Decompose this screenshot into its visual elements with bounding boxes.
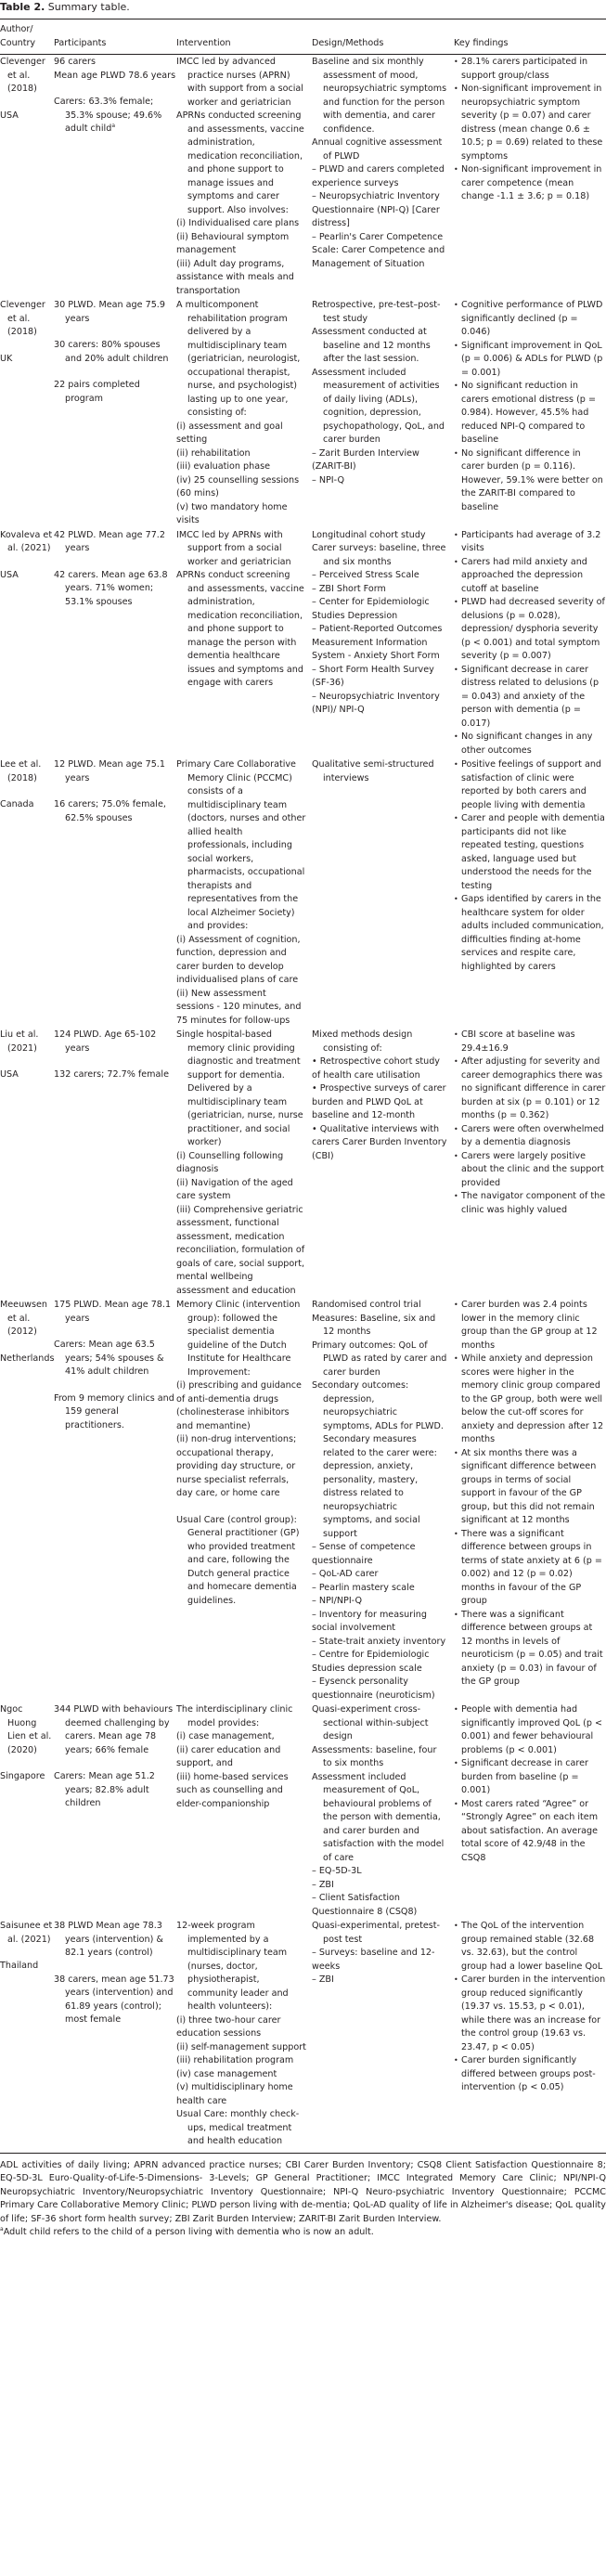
study-country: Thailand	[0, 1961, 39, 1971]
design-text: Quasi-experimental, pretest-post test	[312, 1921, 440, 1945]
participants-text: From 9 memory clinics and 159 general practitioners.	[54, 1392, 174, 1430]
finding-item: • Most carers rated “Agree” or “Strongly Agree” on each item about satisfaction. An average total score of 42.9/48 in the CSQ8	[454, 1798, 606, 1866]
participants-cell	[54, 1702, 176, 1919]
design-measure: – ZBI	[312, 1879, 334, 1890]
intervention-cell	[176, 1028, 312, 1298]
findings-list	[454, 56, 606, 204]
design-measure: – Centre for Epidemiologic Studies depression scale	[312, 1650, 430, 1674]
author-country-cell	[0, 757, 54, 1028]
design-measure: • Prospective surveys of carer burden and PLWD QoL at baseline and 12-month	[312, 1083, 446, 1120]
participants-line	[54, 339, 176, 366]
footnote-text: Adult child refers to the child of a person living with dementia who is now an adult.	[3, 2227, 374, 2237]
key-findings-cell	[454, 1702, 606, 1919]
design-measure: – Surveys: baseline and 12-weeks	[312, 1948, 435, 1972]
participants-line	[54, 299, 176, 326]
participants-line	[54, 96, 176, 136]
abbreviations-note: ADL activities of daily living; APRN advanced practice nurses; CBI Carer Burden Inventory; CSQ8 Client Satisfaction Questionnaire 8; EQ-5D-3L Euro-Quality-of-Life-5-Dimensions- 3-Levels; GP General Practitioner; IMCC Integrated Memory Care Clinic; NPI/NPI-Q Neuropsychiatric Inventory/Neuropsychiatric Inventory Questionnaire; NPI-Q Neuro-psychiatric Inventory Questionnaire; PCCMC Primary Care Collaborative Memory Clinic; PLWD person living with de-mentia; QoL-AD quality of life in Alzheimer's disease; QoL quality of life; SF-36 short form health survey; ZBI Zarit Burden Interview; ZARIT-BI Zarit Burden Interview.	[0, 2159, 606, 2224]
design-measure: – Patient-Reported Outcomes Measurement Information System - Anxiety Short Form	[312, 624, 443, 661]
intervention-component: (i) prescribing and guidance of anti-dementia drugs (cholinesterase inhibitors and memantine)	[176, 1380, 302, 1431]
participants-text: 12 PLWD. Mean age 75.1 years	[54, 759, 165, 783]
study-country: USA	[0, 569, 19, 580]
study-country: Netherlands	[0, 1353, 55, 1364]
header-author-country: Author/ Country	[0, 19, 54, 55]
intervention-component: (iii) Adult day programs, assistance with meals and transportation	[176, 258, 294, 296]
author-country-cell	[0, 55, 54, 299]
table-row	[0, 55, 606, 299]
design-measure: – Pearlin mastery scale	[312, 1582, 415, 1593]
study-country: USA	[0, 1069, 19, 1080]
finding-item: • While anxiety and depression scores were higher in the memory clinic group compared to the GP group, both were well below the cut-off scores for anxiety and depression after 12 months	[454, 1353, 606, 1447]
findings-list	[454, 758, 606, 974]
design-measure: – Inventory for measuring social involvement	[312, 1609, 427, 1633]
footnote-mark: a	[0, 2225, 4, 2233]
intervention-cell	[176, 55, 312, 299]
participants-cell	[54, 298, 176, 528]
design-text: Assessments: baseline, four to six months	[312, 1744, 437, 1768]
finding-item: • Significant decrease in carer burden from baseline (p = 0.001)	[454, 1757, 606, 1798]
intervention-text: Single hospital-based memory clinic providing diagnostic and treatment support for dementia. Delivered by a multidisciplinary team (geriatrician, nurse, nurse practitioner, and social worker)	[176, 1029, 303, 1147]
design-methods-cell	[312, 528, 454, 758]
design-measure: – Center for Epidemiologic Studies Depression	[312, 597, 430, 621]
study-author: Clevenger et al. (2018)	[0, 57, 45, 94]
key-findings-cell	[454, 1919, 606, 2153]
design-text: Baseline and six monthly assessment of mood, neuropsychiatric symptoms and function for the person with dementia, and carer confidence.	[312, 57, 447, 135]
findings-list	[454, 1029, 606, 1217]
design-text: Assessment included measurement of QoL, behavioural problems of the person with dementia, and carer burden and satisfaction with the model of care	[312, 1771, 445, 1863]
design-measure: – PLWD and carers completed experience surveys	[312, 164, 445, 188]
intervention-component: (v) multidisciplinary home health care	[176, 2082, 293, 2106]
participants-text: 38 carers, mean age 51.73 years (intervention) and 61.89 years (control); most female	[54, 1974, 174, 2025]
participants-text: 30 carers: 80% spouses and 20% adult children	[54, 340, 169, 364]
participants-text: 96 carers	[54, 57, 96, 67]
participants-cell	[54, 1919, 176, 2153]
study-author: Saisunee et al. (2021)	[0, 1921, 53, 1945]
design-measure: – ZBI	[312, 1974, 334, 1985]
finding-item: • No significant changes in any other outcomes	[454, 731, 606, 757]
intervention-component: (v) two mandatory home visits	[176, 501, 288, 525]
intervention-text: The interdisciplinary clinic model provides:	[176, 1704, 293, 1728]
participants-text: 344 PLWD with behaviours deemed challenging by carers. Mean age 78 years; 66% female	[54, 1704, 174, 1755]
design-methods-cell	[312, 1028, 454, 1298]
author-country-cell	[0, 528, 54, 758]
key-findings-cell	[454, 1028, 606, 1298]
participants-text: 16 carers; 75.0% female, 62.5% spouses	[54, 799, 166, 823]
intervention-component: (ii) self-management support	[176, 2041, 306, 2052]
study-author: Clevenger et al. (2018)	[0, 300, 45, 337]
participants-text: Carers: Mean age 51.2 years; 82.8% adult children	[54, 1771, 155, 1808]
intervention-component: (iii) home-based services such as counselling and elder-companionship	[176, 1771, 289, 1809]
intervention-text: Primary Care Collaborative Memory Clinic (PCCMC) consists of a multidisciplinary team (doctors, nurses and other allied health professionals, including social workers, pharmacists, occupational therapists and representatives from the local Alzheimer Society) and provides:	[176, 759, 306, 931]
design-text: Measures: Baseline, six and 12 months	[312, 1313, 436, 1337]
design-measure: – ZBI Short Form	[312, 583, 386, 594]
key-findings-cell	[454, 298, 606, 528]
design-measure: – NPI/NPI-Q	[312, 1596, 363, 1606]
finding-item: • Carer burden was 2.4 points lower in the memory clinic group than the GP group at 12 months	[454, 1299, 606, 1353]
study-author: Meeuwsen et al. (2012)	[0, 1300, 47, 1337]
finding-item: • Carers were often overwhelmed by a dementia diagnosis	[454, 1123, 606, 1150]
participants-line	[54, 1068, 176, 1082]
design-methods-cell	[312, 298, 454, 528]
intervention-component: (i) three two-hour carer education sessions	[176, 2014, 281, 2039]
design-methods-cell	[312, 1298, 454, 1702]
design-measure: – Neuropsychiatric Inventory Questionnaire (NPI-Q) [Carer distress]	[312, 191, 440, 228]
study-author: Ngoc Huong Lien et al. (2020)	[0, 1704, 52, 1755]
finding-item: • Non-significant improvement in neuropsychiatric symptom severity (p = 0.07) and carer distress (mean change 0.6 ± 10.5; p = 0.69) related to these symptoms	[454, 83, 606, 163]
participants-line	[54, 1299, 176, 1326]
design-text: Primary outcomes: QoL of PLWD as rated by carer and carer burden	[312, 1340, 447, 1378]
finding-item: • Significant decrease in carer distress related to delusions (p = 0.043) and anxiety of the person with dementia (p = 0.017)	[454, 664, 606, 731]
participants-line	[54, 758, 176, 785]
author-country-cell	[0, 1702, 54, 1919]
author-country-cell	[0, 298, 54, 528]
header-key-findings: Key findings	[454, 19, 606, 55]
intervention-cell	[176, 298, 312, 528]
table-row	[0, 1702, 606, 1919]
participants-line	[54, 379, 176, 406]
findings-list	[454, 1703, 606, 1865]
design-measure: – Neuropsychiatric Inventory (NPI)/ NPI-Q	[312, 691, 440, 715]
study-country: USA	[0, 110, 19, 121]
participants-text: 124 PLWD. Age 65-102 years	[54, 1029, 157, 1054]
finding-item: • The QoL of the intervention group remained stable (32.68 vs. 32.63), but the control group had a lower baseline QoL	[454, 1920, 606, 1974]
finding-item: • Participants had average of 3.2 visits	[454, 529, 606, 556]
intervention-text: A multicomponent rehabilitation program delivered by a multidisciplinary team (geriatrician, neurologist, occupational therapist, nurse, and psychologist) lasting up to one year, consisting of:	[176, 300, 301, 418]
intervention-text: APRNs conducted screening and assessments, vaccine administration, medication reconciliation, and phone support to manage issues and symptoms and carer support. Also involves:	[176, 110, 304, 215]
intervention-component: (i) assessment and goal setting	[176, 421, 283, 445]
participants-cell	[54, 55, 176, 299]
intervention-component: (iv) 25 counselling sessions (60 mins)	[176, 474, 300, 498]
finding-item: • Cognitive performance of PLWD significantly declined (p = 0.046)	[454, 299, 606, 340]
design-methods-cell	[312, 55, 454, 299]
participants-text: 175 PLWD. Mean age 78.1 years	[54, 1300, 172, 1324]
design-methods-cell	[312, 1702, 454, 1919]
table-row	[0, 1028, 606, 1298]
design-measure: – Pearlin's Carer Competence Scale: Carer Competence and Management of Situation	[312, 231, 445, 269]
participants-line	[54, 798, 176, 825]
design-measure: – Zarit Burden Interview (ZARIT-BI)	[312, 447, 419, 472]
intervention-component: (i) case management,	[176, 1731, 275, 1741]
intervention-cell	[176, 757, 312, 1028]
participants-text: Carers: Mean age 63.5 years; 54% spouses & 41% adult children	[54, 1340, 164, 1377]
footnote-mark: a	[111, 122, 115, 129]
intervention-text: APRNs conduct screening and assessments, vaccine administration, medication reconciliation, and phone support to manage the person with dementia healthcare issues and symptoms and engage with carers	[176, 570, 304, 688]
finding-item: • At six months there was a significant difference between groups in terms of social support in favour of the GP group, but this did not remain significant at 12 months	[454, 1447, 606, 1528]
table-title: Summary table.	[47, 1, 130, 13]
intervention-component: (iii) Comprehensive geriatric assessment, functional assessment, medication reconciliation, formulation of goals of care, social support, mental wellbeing assessment and education	[176, 1204, 305, 1296]
adult-child-footnote	[0, 2226, 606, 2240]
participants-cell	[54, 1028, 176, 1298]
header-row	[0, 19, 606, 55]
intervention-component: (ii) carer education and support, and	[176, 1744, 281, 1768]
finding-item: • Significant improvement in QoL (p = 0.006) & ADLs for PLWD (p = 0.001)	[454, 340, 606, 381]
participants-line	[54, 1392, 176, 1433]
key-findings-cell	[454, 1298, 606, 1702]
author-country-cell	[0, 1298, 54, 1702]
intervention-cell	[176, 1702, 312, 1919]
finding-item: • After adjusting for severity and career demographics there was no significant difference in carer burden at six (p = 0.101) or 12 months (p = 0.362)	[454, 1055, 606, 1123]
finding-item: • The navigator component of the clinic was highly valued	[454, 1190, 606, 1217]
design-text: Mixed methods design consisting of:	[312, 1029, 413, 1054]
header-design-methods: Design/Methods	[312, 19, 454, 55]
participants-cell	[54, 757, 176, 1028]
table-row	[0, 757, 606, 1028]
intervention-component: (i) Individualised care plans	[176, 218, 300, 228]
design-measure: – NPI-Q	[312, 474, 345, 485]
design-measure: – Eysenck personality questionnaire (neuroticism)	[312, 1676, 435, 1701]
design-text: Assessment included measurement of activities of daily living (ADLs), cognition, depression, psychopathology, QoL, and carer burden	[312, 367, 445, 445]
study-author: Lee et al. (2018)	[0, 759, 42, 783]
intervention-text: Memory Clinic (intervention group): followed the specialist dementia guideline of the Dutch Institute for Healthcare Improvement:	[176, 1300, 301, 1378]
study-country: UK	[0, 353, 13, 364]
finding-item: • Non-significant improvement in carer competence (mean change -1.1 ± 3.6; p = 0.18)	[454, 163, 606, 204]
participants-line	[54, 1703, 176, 1757]
design-measure: – Client Satisfaction Questionnaire 8 (CSQ8)	[312, 1893, 418, 1917]
finding-item: • Gaps identified by carers in the healthcare system for older adults included communication, difficulties finding at-home services and respite care, highlighted by carers	[454, 893, 606, 974]
participants-text: 22 pairs completed program	[54, 380, 140, 404]
findings-list	[454, 529, 606, 758]
header-intervention: Intervention	[176, 19, 312, 55]
table-row	[0, 298, 606, 528]
intervention-text: 12-week program implemented by a multidisciplinary team (nurses, doctor, physiotherapist, community leader and health volunteers):	[176, 1921, 289, 2012]
design-methods-cell	[312, 1919, 454, 2153]
finding-item: • Positive feelings of support and satisfaction of clinic were reported by both carers and people living with dementia	[454, 758, 606, 812]
key-findings-cell	[454, 55, 606, 299]
finding-item: • Carer burden in the intervention group reduced significantly (19.37 vs. 15.53, p < 0.01), while there was an increase for the control group (19.63 vs. 23.47, p < 0.05)	[454, 1974, 606, 2054]
participants-cell	[54, 528, 176, 758]
design-text: Qualitative semi-structured interviews	[312, 759, 434, 783]
participants-line	[54, 529, 176, 556]
study-country: Singapore	[0, 1771, 45, 1781]
design-text: Quasi-experiment cross-sectional within-subject design	[312, 1704, 429, 1741]
intervention-component: (i) Assessment of cognition, function, depression and carer burden to develop individualised plans of care	[176, 934, 301, 985]
participants-text: 38 PLWD Mean age 78.3 years (intervention) & 82.1 years (control)	[54, 1921, 163, 1958]
author-country-cell	[0, 1028, 54, 1298]
intervention-cell	[176, 1919, 312, 2153]
design-text: Annual cognitive assessment of PLWD	[312, 137, 443, 162]
table-caption	[0, 0, 606, 19]
table-body	[0, 55, 606, 2154]
design-measure: – State-trait anxiety inventory	[312, 1636, 446, 1647]
table-label: Table 2.	[0, 1, 45, 13]
participants-text: 42 PLWD. Mean age 77.2 years	[54, 529, 165, 553]
finding-item: • No significant reduction in carers emotional distress (p = 0.984). However, 45.5% had reduced NPI-Q compared to baseline	[454, 380, 606, 447]
intervention-cell	[176, 1298, 312, 1702]
key-findings-cell	[454, 757, 606, 1028]
table-footnotes	[0, 2154, 606, 2240]
author-country-cell	[0, 1919, 54, 2153]
participants-line	[54, 1974, 176, 2027]
table-row	[0, 1919, 606, 2153]
intervention-component: (ii) New assessment sessions - 120 minutes, and 75 minutes for follow-ups	[176, 988, 302, 1026]
design-measure: – Sense of competence questionnaire	[312, 1542, 416, 1566]
intervention-component: (i) Counselling following diagnosis	[176, 1150, 284, 1174]
design-text: Randomised control trial	[312, 1300, 421, 1310]
participants-text: Mean age PLWD 78.6 years	[54, 70, 176, 81]
participants-line	[54, 1920, 176, 1961]
design-measure: – EQ-5D-3L	[312, 1866, 362, 1876]
participants-line	[54, 569, 176, 610]
intervention-component: (ii) non-drug interventions; occupational therapy, providing day structure, or nurse specialist referrals, day care, or home care	[176, 1434, 297, 1498]
finding-item: • People with dementia had significantly improved QoL (p < 0.001) and fewer behavioural problems (p < 0.001)	[454, 1703, 606, 1757]
design-methods-cell	[312, 757, 454, 1028]
findings-list	[454, 1920, 606, 2095]
design-measure: • Retrospective cohort study of health care utilisation	[312, 1056, 440, 1081]
design-text: Longitudinal cohort study	[312, 529, 426, 540]
intervention-component: (ii) Navigation of the aged care system	[176, 1177, 293, 1201]
study-author: Kovaleva et al. (2021)	[0, 529, 53, 553]
study-author: Liu et al. (2021)	[0, 1029, 39, 1054]
design-text: Carer surveys: baseline, three and six months	[312, 543, 446, 567]
participants-text: 30 PLWD. Mean age 75.9 years	[54, 300, 165, 324]
design-text: Retrospective, pre-test–post-test study	[312, 300, 441, 324]
finding-item: • Carers were largely positive about the clinic and the support provided	[454, 1150, 606, 1191]
intervention-text: Usual Care (control group): General practitioner (GP) who provided treatment and care, following the Dutch general practice and homecare dementia guidelines.	[176, 1514, 300, 1606]
participants-line	[54, 1029, 176, 1055]
findings-list	[454, 1299, 606, 1689]
header-participants: Participants	[54, 19, 176, 55]
finding-item: • PLWD had decreased severity of delusions (p = 0.028), depression/ dysphoria severity (p < 0.001) and total symptom severity (p = 0.007)	[454, 596, 606, 664]
participants-cell	[54, 1298, 176, 1702]
finding-item: • Carers had mild anxiety and approached the depression cutoff at baseline	[454, 556, 606, 597]
finding-item: • There was a significant difference between groups in terms of state anxiety at 6 (p = 0.002) and 12 (p = 0.02) months in favour of the GP group	[454, 1528, 606, 1609]
finding-item: • There was a significant difference between groups at 12 months in levels of neuroticism (p = 0.05) and trait anxiety (p = 0.03) in favour of the GP group	[454, 1609, 606, 1689]
participants-line	[54, 1339, 176, 1379]
finding-item: • 28.1% carers participated in support group/class	[454, 56, 606, 83]
design-measure: – Perceived Stress Scale	[312, 570, 419, 580]
intervention-cell	[176, 528, 312, 758]
finding-item: • CBI score at baseline was 29.4±16.9	[454, 1029, 606, 1055]
study-country: Canada	[0, 799, 34, 809]
finding-item: • Carer and people with dementia participants did not like repeated testing, questions asked, language used but understood the needs for the testing	[454, 812, 606, 893]
intervention-component: (iii) rehabilitation program	[176, 2055, 294, 2065]
design-measure: – Short Form Health Survey (SF-36)	[312, 664, 434, 688]
intervention-text: Usual Care: monthly check-ups, medical treatment and health education	[176, 2109, 300, 2146]
design-measure: • Qualitative interviews with carers Carer Burden Inventory (CBI)	[312, 1123, 447, 1161]
participants-text: 42 carers. Mean age 63.8 years. 71% women; 53.1% spouses	[54, 569, 168, 607]
participants-line	[54, 1770, 176, 1811]
intervention-component: (iv) case management	[176, 2068, 277, 2079]
participants-text: 132 carers; 72.7% female	[54, 1069, 169, 1080]
table-row	[0, 1298, 606, 1702]
intervention-component: (ii) Behavioural symptom management	[176, 231, 290, 255]
intervention-component: (ii) rehabilitation	[176, 447, 251, 459]
participants-line	[54, 56, 176, 70]
finding-item: • No significant difference in carer burden (p = 0.116). However, 59.1% were better on the ZARIT-BI compared to baseline	[454, 447, 606, 515]
finding-item: • Carer burden significantly differed between groups post-intervention (p < 0.05)	[454, 2054, 606, 2095]
findings-list	[454, 299, 606, 514]
design-text: Secondary outcomes: depression, neuropsychiatric symptoms, ADLs for PLWD. Secondary measures related to the carer were: depression, anxiety, personality, mastery, distress related to neuropsychiatric symptoms, and social support	[312, 1380, 444, 1539]
intervention-text: IMCC led by APRNs with support from a social worker and geriatrician	[176, 529, 291, 567]
intervention-component: (iii) evaluation phase	[176, 461, 270, 472]
participants-text: Carers: 63.3% female; 35.3% spouse; 49.6% adult child	[54, 97, 162, 134]
table-row	[0, 528, 606, 758]
design-measure: – QoL-AD carer	[312, 1569, 379, 1579]
key-findings-cell	[454, 528, 606, 758]
intervention-text: IMCC led by advanced practice nurses (APRN) with support from a social worker and geriatrician	[176, 57, 303, 108]
summary-table	[0, 19, 606, 2154]
design-text: Assessment conducted at baseline and 12 months after the last session.	[312, 327, 431, 364]
participants-line	[54, 70, 176, 84]
